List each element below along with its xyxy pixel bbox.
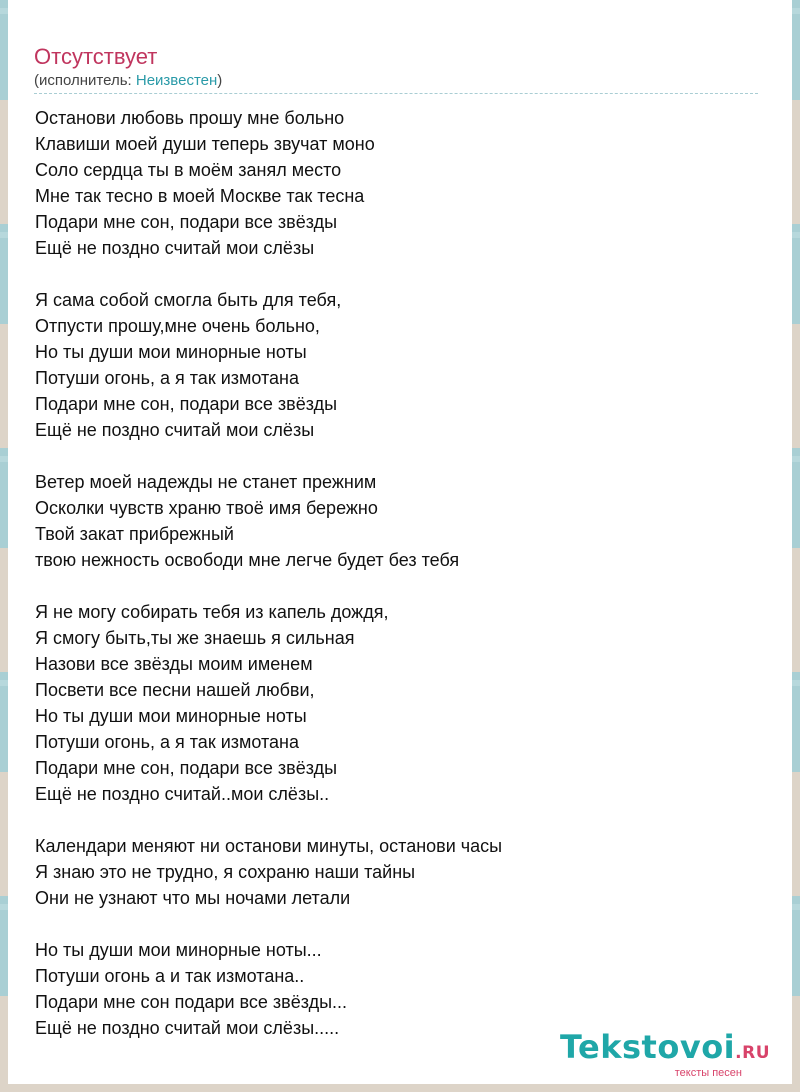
lyric-line: Ещё не поздно считай мои слёзы	[35, 238, 315, 258]
performer-suffix: )	[217, 72, 223, 89]
lyric-line: Потуши огонь, а я так измотана	[35, 368, 299, 388]
stanza-break	[35, 261, 755, 287]
lyric-line: Мне так тесно в моей Москве так тесна	[35, 186, 365, 206]
lyric-line: Посвети все песни нашей любви,	[35, 680, 315, 700]
lyric-line: Ещё не поздно считай мои слёзы.....	[35, 1018, 340, 1038]
performer-line	[34, 71, 758, 91]
lyric-line: твою нежность освободи мне легче будет без тебя	[35, 550, 460, 570]
lyric-line: Останови любовь прошу мне больно	[35, 108, 345, 128]
logo-tld: .RU	[735, 1043, 770, 1063]
lyric-line: Назови все звёзды моим именем	[35, 654, 313, 674]
header-divider	[34, 93, 758, 94]
lyric-line: Календари меняют ни останови минуты, останови часы	[35, 836, 503, 856]
lyric-line: Отпусти прошу,мне очень больно,	[35, 316, 320, 336]
lyric-line: Я смогу быть,ты же знаешь я сильная	[35, 628, 355, 648]
lyric-line: Ветер моей надежды не станет прежним	[35, 472, 377, 492]
stanza-break	[35, 573, 755, 599]
stanza-break	[35, 443, 755, 469]
lyric-line: Но ты души мои минорные ноты	[35, 706, 307, 726]
lyric-line: Подари мне сон, подари все звёзды	[35, 394, 338, 414]
logo-tagline: тексты песен	[674, 1067, 742, 1079]
lyric-line: Соло сердца ты в моём занял место	[35, 160, 342, 180]
lyrics-text	[35, 105, 755, 1041]
lyric-line: Клавиши моей души теперь звучат моно	[35, 134, 375, 154]
song-title: Отсутствует	[34, 44, 158, 69]
song-header	[34, 44, 758, 91]
lyric-line: Но ты души мои минорные ноты...	[35, 940, 322, 960]
logo-name: Tekstovoi	[559, 1028, 736, 1066]
lyric-line: Я знаю это не трудно, я сохраню наши тайны	[35, 862, 416, 882]
stanza-break	[35, 807, 755, 833]
lyric-line: Я не могу собирать тебя из капель дождя,	[35, 602, 389, 622]
lyric-line: Они не узнают что мы ночами летали	[35, 888, 351, 908]
lyric-line: Подари мне сон, подари все звёзды	[35, 212, 338, 232]
lyric-line: Твой закат прибрежный	[35, 524, 234, 544]
lyric-line: Осколки чувств храню твоё имя бережно	[35, 498, 378, 518]
lyric-line: Ещё не поздно считай мои слёзы	[35, 420, 315, 440]
performer-prefix: (исполнитель:	[34, 72, 136, 89]
site-logo[interactable]	[560, 1030, 770, 1079]
lyric-line: Потуши огонь, а я так измотана	[35, 732, 299, 752]
lyric-line: Я сама собой смогла быть для тебя,	[35, 290, 342, 310]
performer-link[interactable]: Неизвестен	[135, 72, 218, 89]
lyric-line: Ещё не поздно считай..мои слёзы..	[35, 784, 330, 804]
lyric-line: Подари мне сон, подари все звёзды	[35, 758, 338, 778]
lyric-line: Но ты души мои минорные ноты	[35, 342, 307, 362]
lyric-line: Подари мне сон подари все звёзды...	[35, 992, 348, 1012]
stanza-break	[35, 911, 755, 937]
lyric-line: Потуши огонь а и так измотана..	[35, 966, 305, 986]
